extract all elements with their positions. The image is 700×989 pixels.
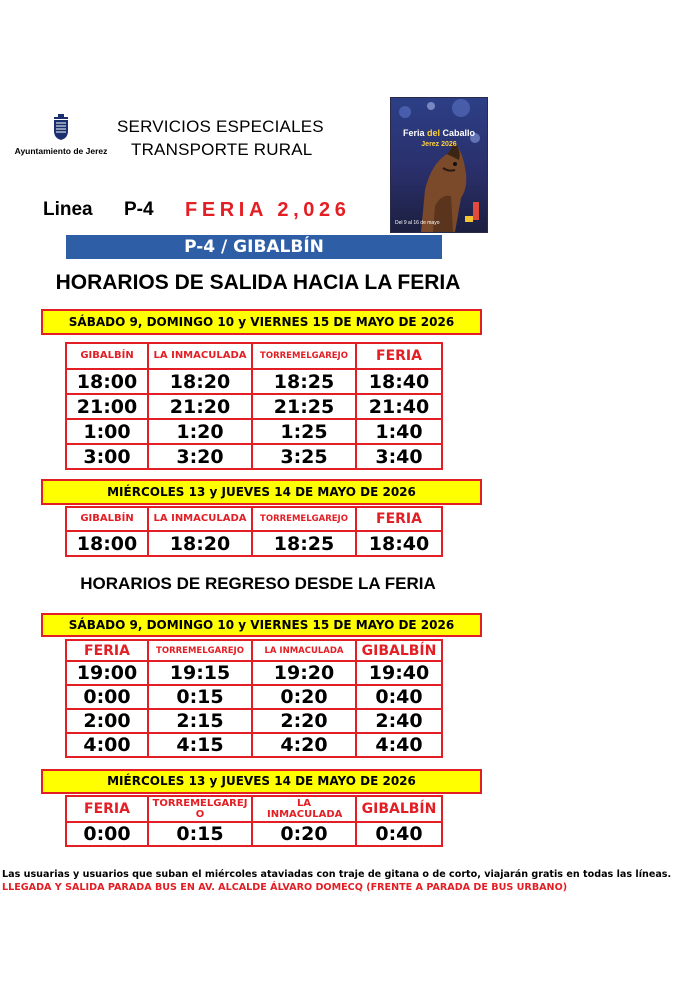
outbound-days-weekend: SÁBADO 9, DOMINGO 10 y VIERNES 15 DE MAYO DE 2026 (41, 309, 482, 335)
time-cell: 4:40 (356, 733, 442, 757)
table-header: FERIA (356, 343, 442, 369)
table-header: TORREMELGAREJO (252, 507, 356, 531)
time-cell: 21:40 (356, 394, 442, 419)
time-cell: 2:20 (252, 709, 356, 733)
route-title-bar: P-4 / GIBALBÍN (66, 235, 442, 259)
table-header: LA INMACULADA (252, 640, 356, 661)
table-header: TORREMELGAREJ O (148, 796, 252, 822)
time-cell: 19:15 (148, 661, 252, 685)
time-cell: 1:25 (252, 419, 356, 444)
time-cell: 1:40 (356, 419, 442, 444)
time-cell: 21:00 (66, 394, 148, 419)
poster-title-del: del (426, 128, 440, 138)
time-cell: 3:20 (148, 444, 252, 469)
logo-text: Ayuntamiento de Jerez (14, 146, 108, 156)
city-shield-icon (52, 114, 70, 140)
time-cell: 2:40 (356, 709, 442, 733)
outbound-section-title: HORARIOS DE SALIDA HACIA LA FERIA (55, 271, 461, 294)
time-cell: 18:00 (66, 531, 148, 556)
table-header: GIBALBÍN (66, 343, 148, 369)
poster-subtitle: Jerez 2026 (421, 141, 457, 148)
return-days-midweek: MIÉRCOLES 13 y JUEVES 14 DE MAYO DE 2026 (41, 769, 482, 794)
table-header: FERIA (356, 507, 442, 531)
outbound-weekend-table (65, 342, 443, 470)
poster-title-part: Feria (402, 128, 427, 138)
time-cell: 21:20 (148, 394, 252, 419)
table-header: FERIA (66, 796, 148, 822)
time-cell: 0:40 (356, 685, 442, 709)
return-midweek-table (65, 795, 443, 847)
table-header: LA INMACULADA (252, 796, 356, 822)
poster-title (391, 128, 487, 150)
table-header: GIBALBÍN (66, 507, 148, 531)
time-cell: 18:40 (356, 369, 442, 394)
outbound-midweek-table (65, 506, 443, 557)
outbound-days-midweek: MIÉRCOLES 13 y JUEVES 14 DE MAYO DE 2026 (41, 479, 482, 505)
service-title-line1: SERVICIOS ESPECIALES (117, 117, 324, 136)
time-cell: 4:20 (252, 733, 356, 757)
table-header: LA INMACULADA (148, 343, 252, 369)
time-cell: 18:40 (356, 531, 442, 556)
time-cell: 4:15 (148, 733, 252, 757)
time-cell: 19:00 (66, 661, 148, 685)
table-header: TORREMELGAREJO (252, 343, 356, 369)
time-cell: 18:25 (252, 369, 356, 394)
time-cell: 18:25 (252, 531, 356, 556)
time-cell: 0:15 (148, 685, 252, 709)
time-cell: 3:40 (356, 444, 442, 469)
time-cell: 1:20 (148, 419, 252, 444)
linea-code: P-4 (124, 199, 154, 220)
table-header: GIBALBÍN (356, 796, 442, 822)
time-cell: 3:25 (252, 444, 356, 469)
table-header: LA INMACULADA (148, 507, 252, 531)
time-cell: 19:40 (356, 661, 442, 685)
time-cell: 18:20 (148, 531, 252, 556)
time-cell: 19:20 (252, 661, 356, 685)
note-bus-stop: LLEGADA Y SALIDA PARADA BUS EN AV. ALCALDE ÁLVARO DOMECQ (FRENTE A PARADA DE BUS URBANO) (2, 882, 568, 893)
note-free-travel: Las usuarias y usuarios que suban el miércoles ataviadas con traje de gitana o de corto, viajarán gratis en todas las líneas. (2, 869, 672, 880)
time-cell: 0:00 (66, 685, 148, 709)
time-cell: 21:25 (252, 394, 356, 419)
table-header: GIBALBÍN (356, 640, 442, 661)
time-cell: 3:00 (66, 444, 148, 469)
table-header: TORREMELGAREJO (148, 640, 252, 661)
table-header: FERIA (66, 640, 148, 661)
city-logo (6, 114, 116, 156)
time-cell: 18:20 (148, 369, 252, 394)
poster-footer: Del 9 al 16 de mayo (395, 220, 440, 226)
return-weekend-table (65, 639, 443, 758)
return-days-weekend: SÁBADO 9, DOMINGO 10 y VIERNES 15 DE MAYO DE 2026 (41, 613, 482, 637)
poster-artwork (391, 98, 487, 232)
time-cell: 0:20 (252, 685, 356, 709)
return-section-title: HORARIOS DE REGRESO DESDE LA FERIA (80, 574, 436, 593)
feria-poster (390, 97, 488, 233)
linea-label: Linea (43, 199, 93, 220)
time-cell: 0:20 (252, 822, 356, 846)
time-cell: 18:00 (66, 369, 148, 394)
time-cell: 0:40 (356, 822, 442, 846)
time-cell: 0:00 (66, 822, 148, 846)
time-cell: 1:00 (66, 419, 148, 444)
feria-year-title: FERIA 2,026 (185, 199, 351, 221)
time-cell: 0:15 (148, 822, 252, 846)
service-title-line2: TRANSPORTE RURAL (131, 140, 313, 159)
time-cell: 2:15 (148, 709, 252, 733)
time-cell: 4:00 (66, 733, 148, 757)
poster-title-part: Caballo (440, 128, 476, 138)
time-cell: 2:00 (66, 709, 148, 733)
